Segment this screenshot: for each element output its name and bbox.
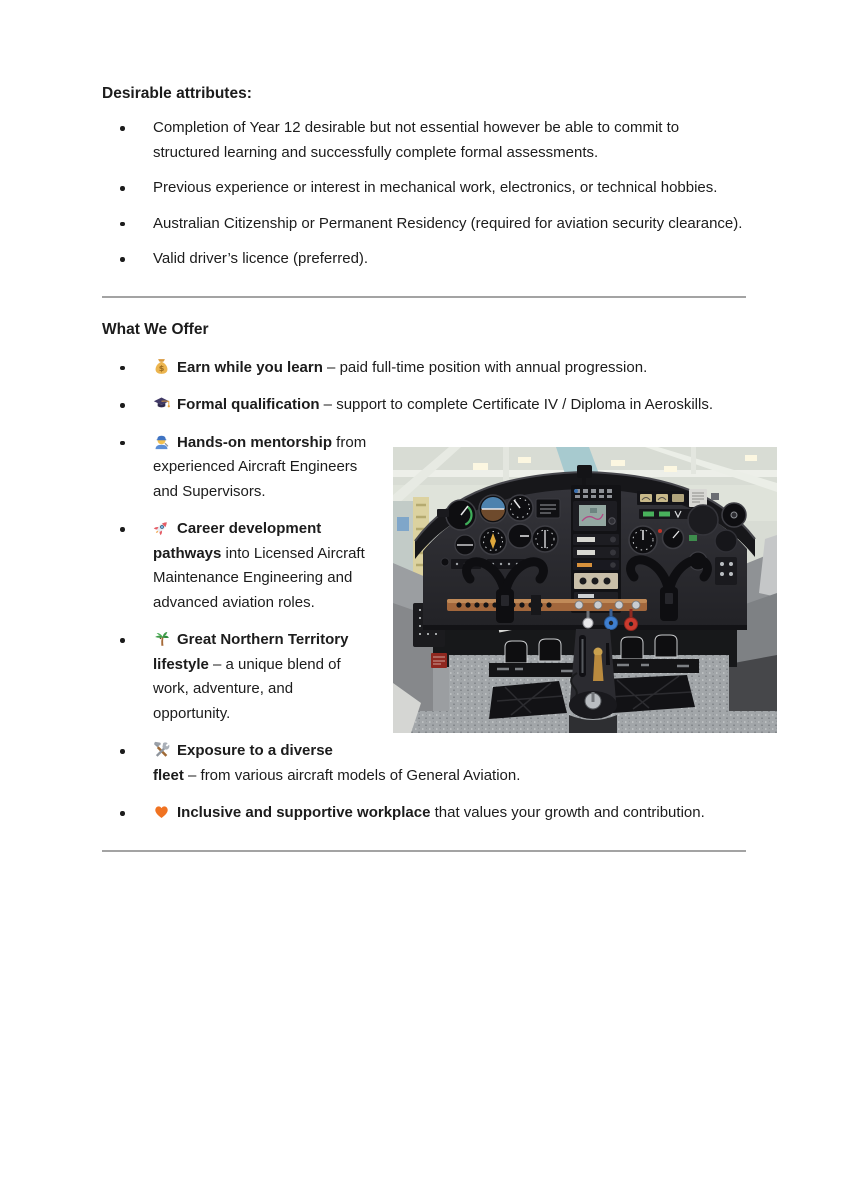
offer-item [102,393,746,418]
offer-item [102,801,746,826]
list-item-text: Australian Citizenship or Permanent Residency (required for aviation security clearance). [153,214,743,232]
mechanic-icon [153,433,170,450]
list-item [102,176,746,201]
section-divider [102,296,746,298]
offer-item-text: – a unique blend of work, adventure, and opportunity. [153,655,341,722]
what-we-offer-heading: What We Offer [102,320,209,338]
offer-item-text: – from various aircraft models of General Aviation. [183,766,521,784]
offer-item-bold: Inclusive and supportive workplace [177,804,431,821]
money-bag-icon [153,358,170,375]
offer-item-bold: Career development pathways [153,520,322,562]
desirable-attributes-list [102,116,746,272]
list-item [102,212,746,237]
svg-text:$: $ [158,363,165,373]
offer-item-text: – support to complete Certificate IV / Diploma in Aeroskills. [319,396,714,413]
offer-item-text: from experienced Aircraft Engineers and Supervisors. [153,433,367,500]
rocket-icon [153,519,170,536]
offer-item-text: into Licensed Aircraft Maintenance Engineering and advanced aviation roles. [153,544,365,611]
graduation-cap-icon [153,395,170,412]
section-divider [102,850,746,852]
list-item [102,116,746,165]
desirable-attributes-heading: Desirable attributes: [102,85,252,102]
list-item-text: Completion of Year 12 desirable but not essential however be able to commit to structured learning and successfully complete formal assessments. [153,119,680,161]
offer-item-text: – paid full-time position with annual progression. [322,358,648,376]
what-we-offer-list [102,356,746,826]
offer-item [102,431,746,505]
offer-item-text: that values your growth and contribution. [430,804,705,821]
offer-item-bold: Hands-on mentorship [177,433,333,451]
palm-tree-icon [153,630,170,647]
offer-item [102,628,746,726]
orange-heart-icon [153,803,170,820]
offer-item [102,517,746,615]
offer-item-bold: Great Northern Territory lifestyle [153,631,349,673]
list-item-text: Valid driver’s licence (preferred). [153,250,369,267]
document-page [102,0,746,852]
list-item-text: Previous experience or interest in mechanical work, electronics, or technical hobbies. [153,179,718,196]
offer-item [102,739,746,788]
offer-item-bold: Exposure to a diverse fleet [153,742,333,784]
offer-item-bold: Earn while you learn [177,358,323,376]
offer-item [102,356,746,381]
list-item [102,247,746,272]
hammer-and-wrench-icon [153,741,170,758]
offer-item-bold: Formal qualification [177,396,320,413]
